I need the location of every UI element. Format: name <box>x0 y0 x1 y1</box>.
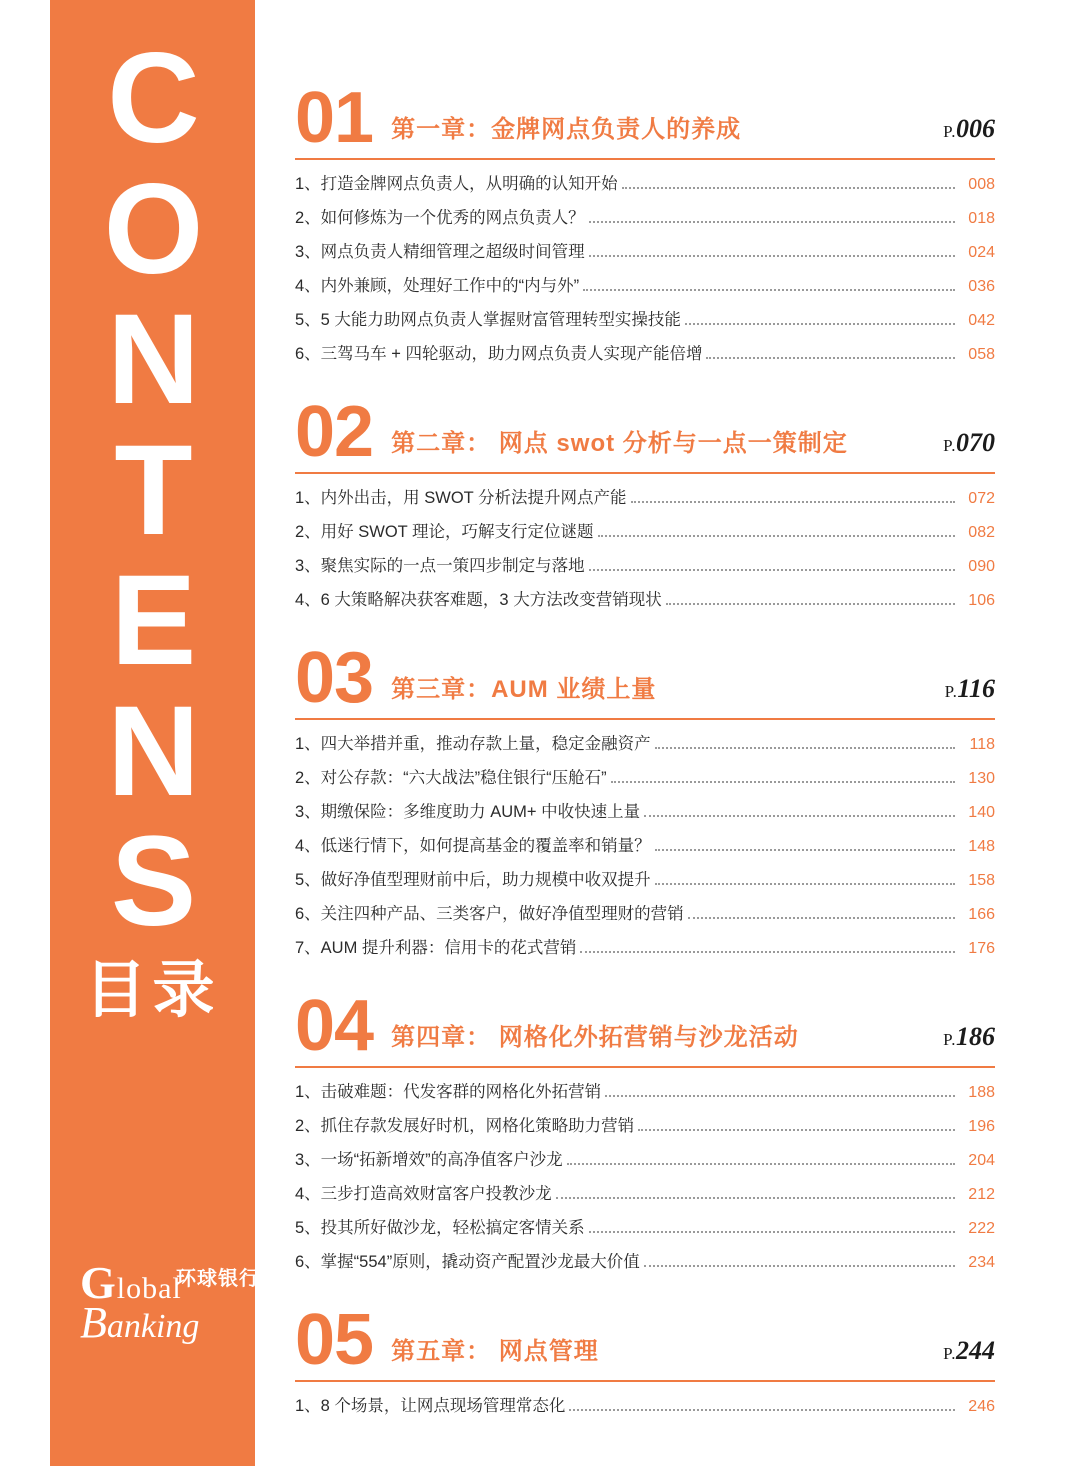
logo-anking: anking <box>106 1307 200 1345</box>
toc-entry-text: 1、8 个场景，让网点现场管理常态化 <box>295 1397 566 1416</box>
toc-entry-text: 6、三驾马车 + 四轮驱动，助力网点负责人实现产能倍增 <box>295 345 703 364</box>
toc-entry-text: 2、如何修炼为一个优秀的网点负责人？ <box>295 209 585 228</box>
leader-dots <box>556 1196 955 1199</box>
page-number-04: 186 <box>956 1021 995 1051</box>
chapter-header-02[interactable] <box>295 391 995 472</box>
leader-dots <box>631 500 955 503</box>
chapter-title-04: 第四章： 网格化外拓营销与沙龙活动 <box>391 1023 799 1051</box>
chapter-block-02 <box>295 391 995 618</box>
toc-entry-text: 1、内外出击，用 SWOT 分析法提升网点产能 <box>295 489 627 508</box>
chapter-header-04[interactable] <box>295 985 995 1066</box>
toc-entry-page: 082 <box>968 524 995 542</box>
toc-entry-page: 222 <box>968 1220 995 1238</box>
letter-s: S <box>110 810 195 954</box>
chapter-block-04 <box>295 985 995 1280</box>
toc-entry-page: 008 <box>968 176 995 194</box>
toc-entry-text: 5、投其所好做沙龙，轻松搞定客情关系 <box>295 1219 585 1238</box>
toc-entry[interactable] <box>295 168 995 202</box>
chapter-number-01: 01 <box>295 78 374 158</box>
chapter-page-03 <box>945 674 995 710</box>
letter-o: O <box>103 157 202 301</box>
chapter-header-03[interactable] <box>295 637 995 718</box>
toc-entry[interactable] <box>295 796 995 830</box>
logo-line-banking <box>80 1297 260 1347</box>
global-banking-logo <box>80 1256 260 1347</box>
toc-entry-text: 4、三步打造高效财富客户投教沙龙 <box>295 1185 552 1204</box>
toc-entry[interactable] <box>295 1144 995 1178</box>
table-of-contents <box>295 0 995 1466</box>
leader-dots <box>638 1128 955 1131</box>
leader-dots <box>685 322 955 325</box>
toc-entry[interactable] <box>295 1246 995 1280</box>
toc-entry-page: 196 <box>968 1118 995 1136</box>
page-prefix-02: P. <box>943 435 956 455</box>
leader-dots <box>655 882 955 885</box>
toc-entry-text: 3、一场“拓新增效”的高净值客户沙龙 <box>295 1151 563 1170</box>
toc-entry[interactable] <box>295 584 995 618</box>
chapter-block-05 <box>295 1299 995 1424</box>
toc-entry[interactable] <box>295 864 995 898</box>
toc-entry-page: 246 <box>968 1398 995 1416</box>
toc-entry[interactable] <box>295 1178 995 1212</box>
toc-entry-page: 058 <box>968 346 995 364</box>
logo-b: B <box>80 1297 107 1347</box>
leader-dots <box>589 254 955 257</box>
chapter-number-02: 02 <box>295 391 374 472</box>
toc-entry[interactable] <box>295 304 995 338</box>
toc-entry-text: 4、内外兼顾，处理好工作中的“内与外” <box>295 277 580 296</box>
toc-entry-page: 140 <box>968 804 995 822</box>
toc-entry-text: 2、对公存款：“六大战法”稳住银行“压舱石” <box>295 769 607 788</box>
toc-entry-page: 036 <box>968 278 995 296</box>
toc-entry-text: 5、5 大能力助网点负责人掌握财富管理转型实操技能 <box>295 311 681 330</box>
chapter-title-01: 第一章：金牌网点负责人的养成 <box>391 115 742 143</box>
toc-entry-text: 3、聚焦实际的一点一策四步制定与落地 <box>295 557 585 576</box>
toc-entry[interactable] <box>295 270 995 304</box>
leader-dots <box>666 602 955 605</box>
leader-dots <box>655 746 955 749</box>
chapter-block-01 <box>295 0 995 372</box>
leader-dots <box>598 534 955 537</box>
leader-dots <box>611 780 955 783</box>
leader-dots <box>622 186 955 189</box>
chapter-rule-01 <box>295 158 995 160</box>
toc-entry-page: 204 <box>968 1152 995 1170</box>
chapter-page-01 <box>943 114 995 150</box>
chapter-rule-03 <box>295 718 995 720</box>
toc-entry[interactable] <box>295 932 995 966</box>
toc-entry-page: 130 <box>968 770 995 788</box>
page-number-01: 006 <box>956 113 995 143</box>
chapter-block-03 <box>295 637 995 966</box>
toc-entry-text: 1、打造金牌网点负责人，从明确的认知开始 <box>295 175 618 194</box>
leader-dots <box>605 1094 955 1097</box>
leader-dots <box>589 220 955 223</box>
chapter-rule-05 <box>295 1380 995 1382</box>
toc-entry-page: 024 <box>968 244 995 262</box>
toc-entry[interactable] <box>295 1390 995 1424</box>
chapter-entries-02 <box>295 482 995 618</box>
chapter-rule-04 <box>295 1066 995 1068</box>
chapter-rule-02 <box>295 472 995 474</box>
toc-entry-page: 158 <box>968 872 995 890</box>
left-orange-band <box>50 0 260 1466</box>
toc-entry-text: 5、做好净值型理财前中后，助力规模中收双提升 <box>295 871 651 890</box>
letter-t: T <box>114 418 191 562</box>
leader-dots <box>580 950 955 953</box>
toc-entry-text: 4、6 大策略解决获客难题，3 大方法改变营销现状 <box>295 591 662 610</box>
toc-entry-text: 1、四大举措并重，推动存款上量，稳定金融资产 <box>295 735 651 754</box>
page-number-05: 244 <box>956 1335 995 1365</box>
chapter-page-04 <box>943 1022 995 1058</box>
toc-entry-text: 4、低迷行情下，如何提高基金的覆盖率和销量？ <box>295 837 651 856</box>
letter-n1: N <box>107 288 198 432</box>
toc-entry-page: 090 <box>968 558 995 576</box>
page-prefix-05: P. <box>943 1343 956 1363</box>
chapter-page-05 <box>943 1336 995 1372</box>
toc-entry[interactable] <box>295 1110 995 1144</box>
leader-dots <box>688 916 955 919</box>
contents-chinese-label: 目录 <box>84 956 221 1025</box>
leader-dots <box>644 814 955 817</box>
toc-entry-text: 6、关注四种产品、三类客户，做好净值型理财的营销 <box>295 905 684 924</box>
toc-entry-page: 018 <box>968 210 995 228</box>
toc-entry-page: 148 <box>968 838 995 856</box>
leader-dots <box>655 848 955 851</box>
toc-entry[interactable] <box>295 202 995 236</box>
chapter-entries-03 <box>295 728 995 966</box>
leader-dots <box>567 1162 955 1165</box>
toc-entry[interactable] <box>295 1076 995 1110</box>
toc-entry-text: 6、掌握“554”原则，撬动资产配置沙龙最大价值 <box>295 1253 640 1272</box>
toc-entry-text: 2、抓住存款发展好时机，网格化策略助力营销 <box>295 1117 635 1136</box>
chapter-title-03: 第三章：AUM 业绩上量 <box>391 675 657 703</box>
toc-entry[interactable] <box>295 338 995 372</box>
toc-entry-page: 118 <box>969 736 995 754</box>
toc-entry-page: 234 <box>968 1254 995 1272</box>
toc-entry-text: 1、击破难题：代发客群的网格化外拓营销 <box>295 1083 602 1102</box>
chapter-title-02: 第二章： 网点 swot 分析与一点一策制定 <box>391 429 848 457</box>
leader-dots <box>589 1230 955 1233</box>
chapter-entries-04 <box>295 1076 995 1280</box>
toc-entry-text: 3、网点负责人精细管理之超级时间管理 <box>295 243 585 262</box>
toc-entry[interactable] <box>295 898 995 932</box>
chapter-header-05[interactable] <box>295 1299 995 1380</box>
toc-entry-page: 042 <box>968 312 995 330</box>
page-number-02: 070 <box>956 427 995 457</box>
chapter-page-02 <box>943 428 995 464</box>
toc-entry-page: 166 <box>968 906 995 924</box>
toc-entry-page: 176 <box>968 940 995 958</box>
chapter-title-05: 第五章： 网点管理 <box>391 1337 599 1365</box>
letter-n2: N <box>107 679 198 823</box>
toc-entry[interactable] <box>295 1212 995 1246</box>
toc-entry[interactable] <box>295 830 995 864</box>
leader-dots <box>589 568 955 571</box>
toc-entry[interactable] <box>295 236 995 270</box>
logo-lobal: lobal <box>116 1271 182 1305</box>
vertical-contents-word <box>50 27 255 954</box>
toc-entry-text: 3、期缴保险：多维度助力 AUM+ 中收快速上量 <box>295 803 641 822</box>
page-prefix-03: P. <box>944 681 958 701</box>
toc-entry-page: 072 <box>968 490 995 508</box>
page-prefix-01: P. <box>943 121 956 141</box>
letter-c: C <box>107 27 198 170</box>
toc-entry[interactable] <box>295 550 995 584</box>
chapter-header-01[interactable] <box>295 78 995 158</box>
letter-e: E <box>110 549 195 693</box>
leader-dots <box>569 1408 955 1411</box>
toc-entry[interactable] <box>295 482 995 516</box>
toc-entry-page: 188 <box>968 1084 995 1102</box>
toc-entry-page: 212 <box>968 1186 995 1204</box>
logo-g: G <box>80 1256 117 1308</box>
toc-entry-page: 106 <box>968 592 995 610</box>
logo-chinese-text: 环球银行 <box>176 1267 260 1290</box>
chapter-entries-05 <box>295 1390 995 1424</box>
chapter-number-05: 05 <box>295 1299 374 1380</box>
leader-dots <box>583 288 955 291</box>
leader-dots <box>644 1264 955 1267</box>
toc-entry-text: 7、AUM 提升利器：信用卡的花式营销 <box>295 939 577 958</box>
toc-entry-text: 2、用好 SWOT 理论，巧解支行定位谜题 <box>295 523 594 542</box>
leader-dots <box>706 356 955 359</box>
chapter-entries-01 <box>295 168 995 372</box>
toc-entry[interactable] <box>295 762 995 796</box>
page-prefix-04: P. <box>943 1029 956 1049</box>
toc-entry[interactable] <box>295 728 995 762</box>
page-number-03: 116 <box>957 673 995 703</box>
chapter-number-03: 03 <box>295 637 374 718</box>
chapter-number-04: 04 <box>295 985 374 1066</box>
toc-entry[interactable] <box>295 516 995 550</box>
